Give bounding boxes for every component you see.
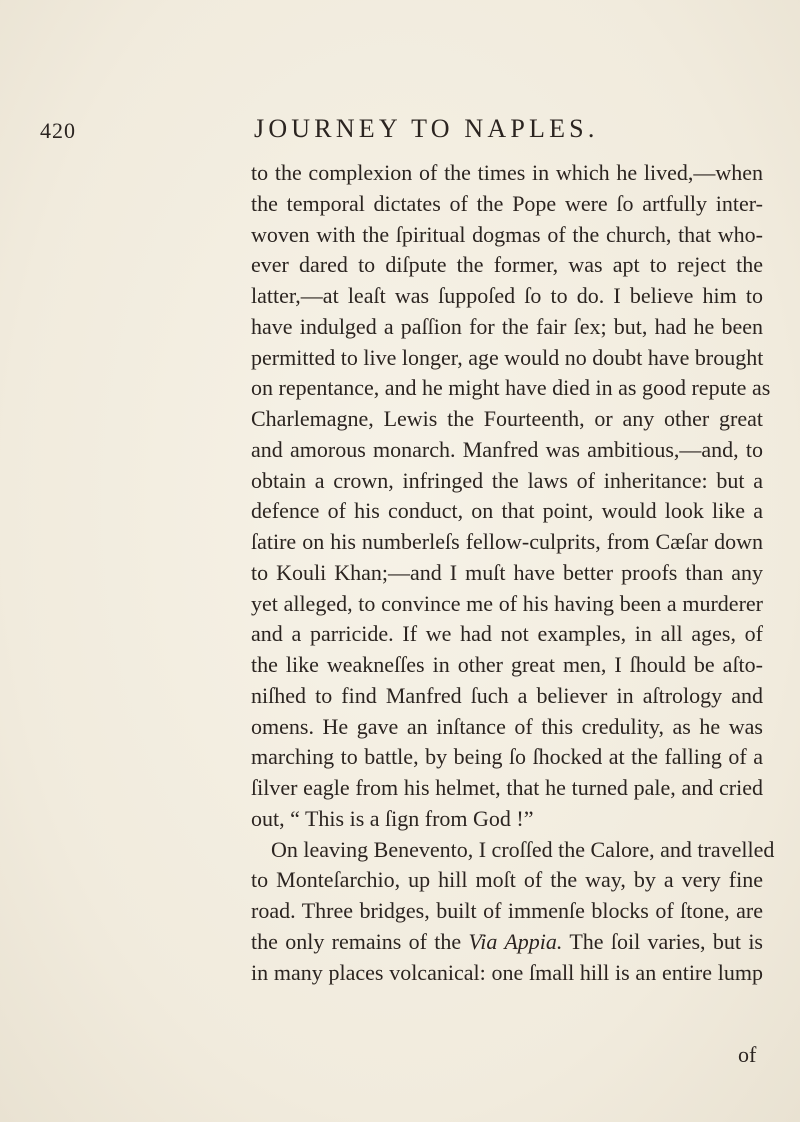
running-head: JOURNEY TO NAPLES. (254, 114, 599, 143)
text-line: have indulged a paſſion for the fair ſex; but, had he been (251, 313, 763, 339)
text-line: defence of his conduct, on that point, would look like a (251, 498, 763, 524)
text-line: on repentance, and he might have died in as good repute as (251, 375, 771, 401)
text-line: Charlemagne, Lewis the Fourteenth, or any other great (251, 406, 763, 431)
catchword: of (738, 1042, 757, 1067)
body-text (251, 158, 775, 988)
text-line: woven with the ſpiritual dogmas of the church, that who- (251, 221, 763, 247)
text-line: and a parricide. If we had not examples, in all ages, of (251, 621, 763, 647)
text-line: permitted to live longer, age would no doubt have brought (251, 344, 764, 370)
text-line: and amorous monarch. Manfred was ambitious,—and, to (251, 436, 763, 462)
text-line: niſhed to find Manfred ſuch a believer in aſtrology and (251, 682, 763, 708)
text-line: latter,—at leaſt was ſuppoſed ſo to do. I believe him to (251, 283, 763, 308)
text-line: out, “ This is a ſign from God !” (251, 805, 534, 831)
text-line: yet alleged, to convince me of his having been a murderer (251, 590, 763, 616)
text-segment: The ſoil varies, but is (562, 928, 763, 954)
text-line-with-italic (251, 927, 763, 958)
text-line: to Monteſarchio, up hill moſt of the way, by a very fine (251, 867, 763, 893)
italic-phrase: Via Appia. (468, 928, 563, 954)
text-line: ſatire on his numberleſs fellow-culprits, from Cæſar down (251, 529, 763, 554)
text-line: ſilver eagle from his helmet, that he turned pale, and cried (251, 775, 763, 800)
page-number: 420 (40, 118, 76, 143)
text-line: road. Three bridges, built of immenſe blocks of ſtone, are (251, 898, 763, 923)
text-line: the temporal dictates of the Pope were ſo artfully inter- (251, 190, 763, 216)
text-line: to Kouli Khan;—and I muſt have better proofs than any (251, 559, 763, 585)
text-segment: the only remains of the (251, 928, 469, 954)
text-line: obtain a crown, infringed the laws of inheritance: but a (251, 467, 763, 493)
text-line: the like weakneſſes in other great men, I ſhould be aſto- (251, 652, 763, 677)
text-line: in many places volcanical: one ſmall hill is an entire lump (251, 959, 763, 985)
text-line: ever dared to diſpute the former, was apt to reject the (251, 252, 763, 278)
text-line: On leaving Benevento, I croſſed the Calore, and travelled (271, 836, 775, 862)
text-line: to the complexion of the times in which he lived,—when (251, 160, 763, 185)
text-line: omens. He gave an inſtance of this credulity, as he was (251, 713, 763, 739)
text-line: marching to battle, by being ſo ſhocked at the falling of a (251, 744, 763, 770)
